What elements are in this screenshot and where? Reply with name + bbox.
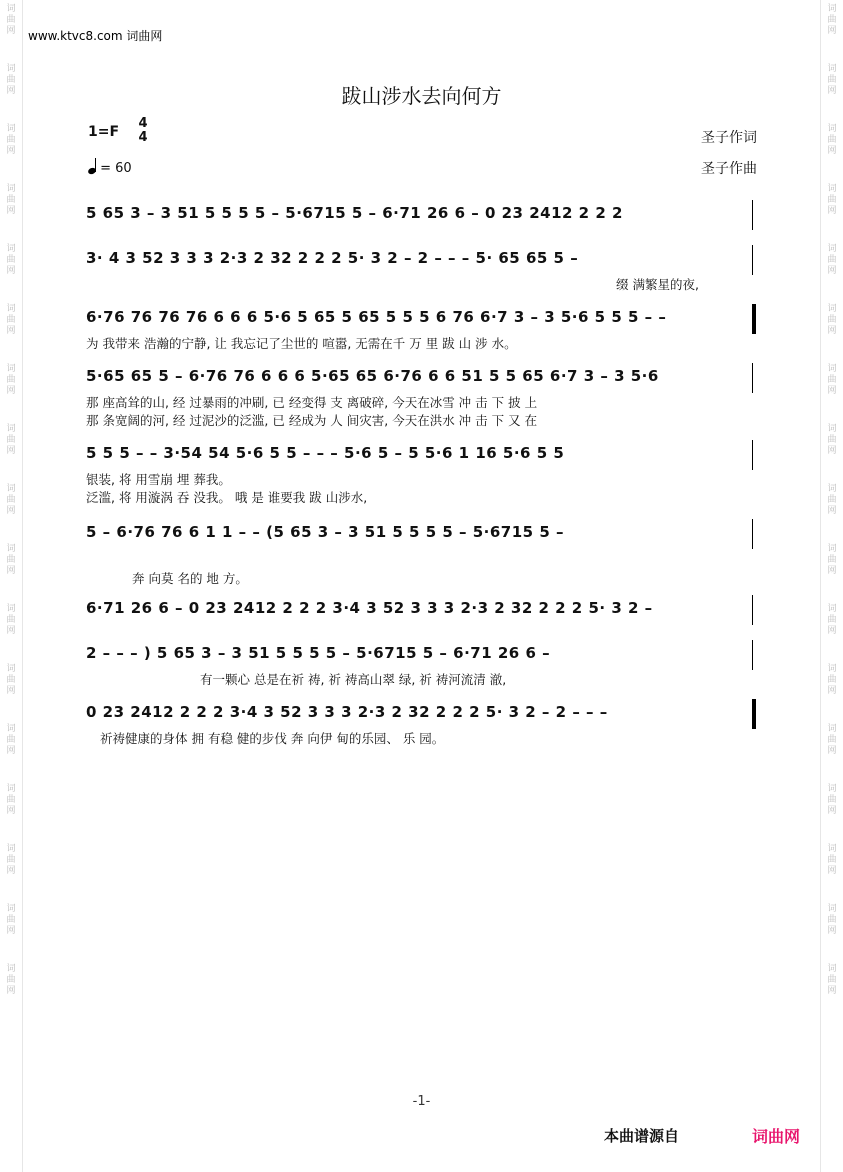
score-line-2: [86, 249, 756, 292]
watermark-text: 词 曲 网: [6, 124, 16, 156]
time-signature-top: 4: [138, 116, 148, 131]
watermark-text: 词 曲 网: [827, 664, 837, 696]
notes-line-1: 5 65 3 – 3 51 5 5 5 5 – 5·6715 5 – 6·71 26 6 – 0 23 2412 2 2 2: [86, 204, 623, 222]
barline: [752, 363, 753, 393]
watermark-text: 词 曲 网: [827, 484, 837, 516]
source-brand-link[interactable]: 词曲网: [752, 1127, 801, 1146]
notes-line-2: 3· 4 3 52 3 3 3 2·3 2 32 2 2 2 5· 3 2 – 2 – – – 5· 65 65 5 –: [86, 249, 579, 267]
score-line-3: [86, 308, 756, 351]
watermark-text: 词 曲 网: [6, 964, 16, 996]
barline: [752, 640, 753, 670]
lyrics-line-4-verse-2: 那 条宽阔的河, 经 过泥沙的泛滥, 已 经成为 人 间灾害, 今天在洪水 冲 击 下 又 在: [86, 413, 538, 428]
page-number: -1-: [412, 1094, 431, 1109]
score-line-1: [86, 204, 756, 234]
score-line-7: [86, 599, 756, 629]
barline: [752, 440, 753, 470]
watermark-text: 词 曲 网: [6, 184, 16, 216]
watermark-text: 词 曲 网: [6, 604, 16, 636]
barline: [752, 519, 753, 549]
composer-credit: 圣子作曲: [701, 161, 757, 177]
quarter-note-icon: [88, 161, 96, 176]
site-name: 词曲网: [126, 29, 163, 43]
score-line-5: [86, 444, 756, 505]
watermark-text: 词 曲 网: [827, 844, 837, 876]
watermark-text: 词 曲 网: [6, 904, 16, 936]
notes-line-8: 2 – – – ) 5 65 3 – 3 51 5 5 5 5 – 5·6715 5 – 6·71 26 6 –: [86, 644, 551, 662]
notes-line-6: 5 – 6·76 76 6 1 1 – – (5 65 3 – 3 51 5 5 5 5 – 5·6715 5 –: [86, 523, 565, 541]
source-label: 本曲谱源自: [604, 1127, 680, 1145]
watermark-text: 词 曲 网: [6, 784, 16, 816]
lyricist-credit: 圣子作词: [701, 130, 757, 146]
watermark-text: 词 曲 网: [827, 64, 837, 96]
watermark-text: 词 曲 网: [827, 724, 837, 756]
notes-line-3: 6·76 76 76 76 6 6 6 5·6 5 65 5 65 5 5 5 6 76 6·7 3 – 3 5·6 5 5 5 – –: [86, 308, 667, 326]
barline: [752, 304, 756, 334]
watermark-text: 词 曲 网: [827, 184, 837, 216]
lyrics-line-5-verse-2: 泛滥, 将 用漩涡 吞 没我。 哦 是 谁要我 跋 山涉水,: [86, 490, 368, 505]
watermark-text: 词 曲 网: [827, 4, 837, 36]
watermark-text: 词 曲 网: [827, 124, 837, 156]
watermark-text: 词 曲 网: [827, 304, 837, 336]
barline: [752, 245, 753, 275]
watermark-text: 词 曲 网: [827, 964, 837, 996]
score-line-4: [86, 367, 756, 428]
watermark-text: 词 曲 网: [827, 364, 837, 396]
time-signature: [136, 117, 150, 145]
lyrics-line-4-verse-1: 那 座高耸的山, 经 过暴雨的冲刷, 已 经变得 支 离破碎, 今天在冰雪 冲 击 下 披 上: [86, 395, 538, 410]
watermark-text: 词 曲 网: [827, 424, 837, 456]
watermark-text: 词 曲 网: [827, 784, 837, 816]
watermark-text: 词 曲 网: [827, 544, 837, 576]
lyrics-line-9: 祈祷健康的身体 拥 有稳 健的步伐 奔 向伊 甸的乐园、 乐 园。: [100, 731, 445, 746]
watermark-text: 词 曲 网: [6, 4, 16, 36]
score-line-8: [86, 644, 756, 687]
watermark-text: 词 曲 网: [6, 544, 16, 576]
lyrics-line-5-verse-1: 银装, 将 用雪崩 埋 葬我。: [86, 472, 231, 487]
lyrics-line-8: 有一颗心 总是在祈 祷, 祈 祷高山翠 绿, 祈 祷河流清 澈,: [200, 672, 507, 687]
score-line-9: [86, 703, 756, 746]
watermark-text: 词 曲 网: [6, 484, 16, 516]
watermark-text: 词 曲 网: [6, 304, 16, 336]
watermark-text: 词 曲 网: [6, 424, 16, 456]
key-signature: 1=F: [88, 124, 120, 140]
barline: [752, 699, 756, 729]
watermark-text: 词 曲 网: [6, 64, 16, 96]
notes-line-7: 6·71 26 6 – 0 23 2412 2 2 2 3·4 3 52 3 3 3 2·3 2 32 2 2 2 5· 3 2 –: [86, 599, 653, 617]
watermark-text: 词 曲 网: [827, 904, 837, 936]
watermark-text: 词 曲 网: [6, 724, 16, 756]
watermark-text: 词 曲 网: [827, 604, 837, 636]
site-url[interactable]: [28, 27, 162, 44]
watermark-text: 词 曲 网: [6, 244, 16, 276]
watermark-text: 词 曲 网: [6, 364, 16, 396]
tempo-value: = 60: [100, 161, 132, 176]
notes-line-4: 5·65 65 5 – 6·76 76 6 6 6 5·65 65 6·76 6 6 51 5 5 65 6·7 3 – 3 5·6: [86, 367, 659, 385]
watermark-text: 词 曲 网: [6, 844, 16, 876]
barline: [752, 595, 753, 625]
song-title: 跋山涉水去向何方: [341, 84, 502, 108]
tempo-marking: [88, 158, 132, 176]
right-watermark-strip: [820, 0, 843, 1172]
notes-line-9: 0 23 2412 2 2 2 3·4 3 52 3 3 3 2·3 2 32 2 2 2 5· 3 2 – 2 – – –: [86, 703, 608, 721]
lyrics-line-2: 缀 满繁星的夜,: [616, 277, 699, 292]
left-watermark-strip: [0, 0, 23, 1172]
barline: [752, 200, 753, 230]
lyrics-line-3: 为 我带来 浩瀚的宁静, 让 我忘记了尘世的 喧嚣, 无需在千 万 里 跋 山 涉 水。: [86, 336, 517, 351]
notes-line-5: 5 5 5 – – 3·54 54 5·6 5 5 – – – 5·6 5 – 5 5·6 1 16 5·6 5 5: [86, 444, 565, 462]
watermark-text: 词 曲 网: [827, 244, 837, 276]
lyrics-line-6: 奔 向莫 名的 地 方。: [132, 571, 248, 586]
time-signature-bottom: 4: [138, 130, 148, 145]
score-line-6: [86, 523, 756, 586]
watermark-text: 词 曲 网: [6, 664, 16, 696]
site-url-text: www.ktvc8.com: [28, 29, 123, 43]
